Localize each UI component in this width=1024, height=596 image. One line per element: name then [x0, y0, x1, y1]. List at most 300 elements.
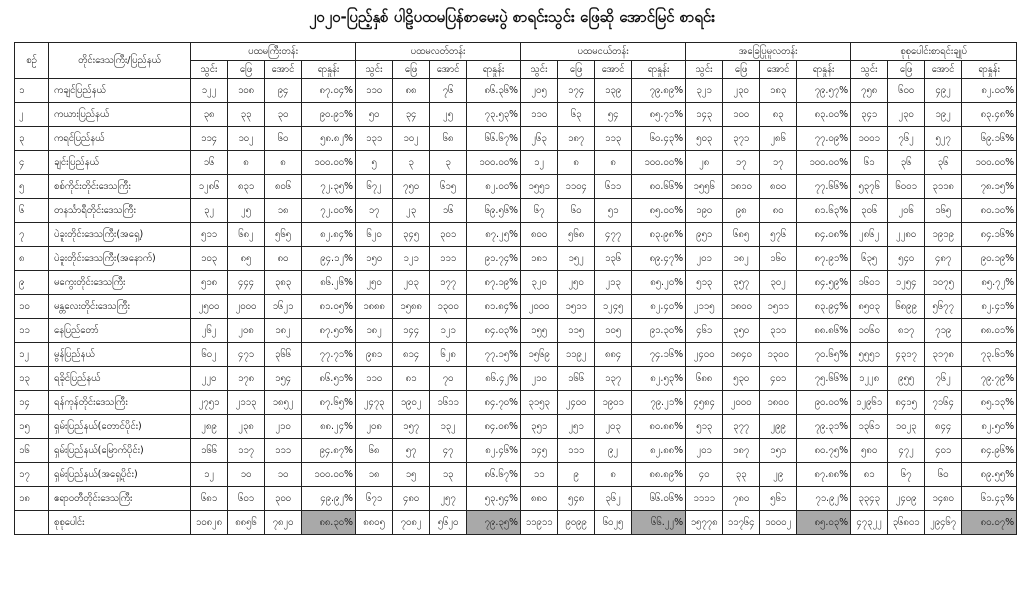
count-cell: ၁၁၉၂: [558, 343, 595, 367]
count-cell: ၂၆၂: [191, 319, 228, 343]
count-cell: ၅၃၇၆: [851, 175, 888, 199]
count-cell: ၁၅၄: [265, 367, 302, 391]
count-cell: ၈၀၀: [760, 175, 797, 199]
count-cell: ၃၄၅: [393, 223, 430, 247]
group-header: ပထမကြီးတန်း: [191, 43, 356, 61]
count-cell: ၅၂၇: [925, 127, 962, 151]
table-row: [15, 343, 1017, 367]
count-cell: ၂၇၅၁: [191, 391, 228, 415]
sub-header: ရာနှုန်း: [632, 61, 686, 79]
count-cell: ၁၅၁၁: [760, 295, 797, 319]
table-row: [15, 367, 1017, 391]
row-number: ၂: [15, 103, 49, 127]
count-cell: ၈၀၀: [521, 223, 558, 247]
region-name: ရန်ကုန်တိုင်းဒေသကြီး: [49, 391, 191, 415]
pass-rate-cell: ၈၄.၀၈%: [797, 223, 851, 247]
total-count-cell: ၈၈၀၅: [356, 511, 393, 535]
total-count-cell: ၆၀၂၅: [595, 511, 632, 535]
count-cell: ၁၀၅: [595, 319, 632, 343]
count-cell: ၁၁၁: [558, 439, 595, 463]
pass-rate-cell: ၉၀.၉၁%: [302, 103, 356, 127]
pass-rate-cell: ၈၆.၃၆%: [467, 79, 521, 103]
total-count-cell: ၇၈၂၀: [265, 511, 302, 535]
count-cell: ၈၃: [760, 103, 797, 127]
count-cell: ၂၀၅: [521, 79, 558, 103]
pass-rate-cell: ၆၀.၄၃%: [632, 127, 686, 151]
count-cell: ၁၈၈၈: [356, 295, 393, 319]
count-cell: ၂၁၀: [521, 367, 558, 391]
pass-rate-cell: ၈၁.၆၃%: [797, 199, 851, 223]
pass-rate-cell: ၈၆.၆၇%: [467, 463, 521, 487]
pass-rate-cell: ၇၂.၀၀%: [302, 199, 356, 223]
total-count-cell: ၃၆၈၀၁: [888, 511, 925, 535]
count-cell: ၁၃၆: [595, 247, 632, 271]
pass-rate-cell: ၈၄.၉၆%: [962, 439, 1017, 463]
table-row: [15, 487, 1017, 511]
count-cell: ၈၅: [228, 247, 265, 271]
count-cell: ၃: [430, 151, 467, 175]
count-cell: ၉: [558, 463, 595, 487]
count-cell: ၆၁: [851, 151, 888, 175]
pass-rate-cell: ၈၇.၉၁%: [797, 247, 851, 271]
count-cell: ၁၅: [393, 463, 430, 487]
count-cell: ၅၇: [393, 439, 430, 463]
count-cell: ၁၅၅၆: [686, 175, 723, 199]
count-cell: ၃၂၁: [686, 79, 723, 103]
count-cell: ၁၈၂: [265, 319, 302, 343]
pass-rate-cell: ၇၉.၃၁%: [797, 415, 851, 439]
count-cell: ၁၆: [430, 199, 467, 223]
region-name: မန္တလေးတိုင်းဒေသကြီး: [49, 295, 191, 319]
pass-rate-cell: ၈၇.၆၅%: [302, 391, 356, 415]
pass-rate-cell: ၈၁.၀၅%: [302, 295, 356, 319]
count-cell: ၆၈: [430, 127, 467, 151]
region-name: စစ်ကိုင်းတိုင်းဒေသကြီး: [49, 175, 191, 199]
count-cell: ၅၁၈: [191, 271, 228, 295]
sub-header: ဖြေ: [393, 61, 430, 79]
table-row: [15, 199, 1017, 223]
pass-rate-cell: ၇၇.၀၉%: [797, 127, 851, 151]
count-cell: ၉၈၁: [356, 343, 393, 367]
pass-rate-cell: ၈၈.၂၄%: [302, 415, 356, 439]
table-row: [15, 391, 1017, 415]
count-cell: ၇၆: [430, 79, 467, 103]
count-cell: ၁၇၇: [430, 271, 467, 295]
count-cell: ၁၅၅၁: [521, 175, 558, 199]
pass-rate-cell: ၇၃.၆၁%: [962, 343, 1017, 367]
count-cell: ၅၆၁: [760, 487, 797, 511]
count-cell: ၁၈၀၀: [723, 295, 760, 319]
count-cell: ၉၅၁: [686, 223, 723, 247]
count-cell: ၃၀: [265, 103, 302, 127]
count-cell: ၃၄၁: [851, 103, 888, 127]
count-cell: ၂၃: [393, 199, 430, 223]
pass-rate-cell: ၇၁.၉၂%: [797, 487, 851, 511]
count-cell: ၈: [558, 151, 595, 175]
count-cell: ၈၈၀: [521, 487, 558, 511]
count-cell: ၂၈၆၂: [851, 223, 888, 247]
table-row: [15, 295, 1017, 319]
count-cell: ၂၀၀၀: [723, 391, 760, 415]
count-cell: ၁၅၀: [356, 247, 393, 271]
pass-rate-cell: ၈၂.၈၈%: [632, 439, 686, 463]
pass-rate-cell: ၈၁.၈၄%: [467, 295, 521, 319]
count-cell: ၁၆၂၁: [265, 295, 302, 319]
pass-rate-cell: ၇၉.၈၉%: [632, 79, 686, 103]
count-cell: ၂၉၉: [760, 415, 797, 439]
count-cell: ၅: [356, 151, 393, 175]
pass-rate-cell: ၉၁.၃၀%: [632, 319, 686, 343]
count-cell: ၄၄၄: [228, 271, 265, 295]
pass-rate-cell: ၈၅.၂၀%: [632, 271, 686, 295]
count-cell: ၆၀၀: [888, 79, 925, 103]
count-cell: ၉၅၅: [888, 367, 925, 391]
row-number: ၁၅: [15, 415, 49, 439]
pass-rate-cell: ၈၆.၅၁%: [302, 367, 356, 391]
count-cell: ၁၄၅: [521, 439, 558, 463]
count-cell: ၁၈၀၀: [760, 391, 797, 415]
count-cell: ၇၆၂: [925, 367, 962, 391]
row-number: [15, 511, 49, 535]
count-cell: ၁၁၀: [356, 367, 393, 391]
count-cell: ၅၃၀: [723, 367, 760, 391]
count-cell: ၄၇၁: [228, 343, 265, 367]
count-cell: ၅၄၈: [558, 487, 595, 511]
pass-rate-cell: ၁၀၀.၀၀%: [962, 151, 1017, 175]
sub-header: ရာနှုန်း: [797, 61, 851, 79]
count-cell: ၁၁၃: [595, 127, 632, 151]
pass-rate-cell: ၈၇.၈၈%: [797, 463, 851, 487]
region-name: ကချင်ပြည်နယ်: [49, 79, 191, 103]
total-count-cell: ၁၅၇၇၈: [686, 511, 723, 535]
pass-rate-cell: ၇၈.၁၅%: [962, 175, 1017, 199]
pass-rate-cell: ၆၆.၆၇%: [467, 127, 521, 151]
count-cell: ၂၀၈: [356, 415, 393, 439]
count-cell: ၃၆၂: [595, 487, 632, 511]
count-cell: ၃၄: [393, 103, 430, 127]
count-cell: ၁၈: [265, 199, 302, 223]
count-cell: ၈: [595, 463, 632, 487]
total-row: [15, 511, 1017, 535]
count-cell: ၂၃၀: [888, 103, 925, 127]
sub-header: ဖြေ: [888, 61, 925, 79]
count-cell: ၁၁၁: [265, 439, 302, 463]
count-cell: ၂၈: [686, 151, 723, 175]
count-cell: ၄၆၁: [686, 319, 723, 343]
count-cell: ၁၁၄: [191, 127, 228, 151]
col-no-header: စဉ်: [15, 43, 49, 79]
count-cell: ၅၄: [595, 103, 632, 127]
count-cell: ၁၈၁၀: [723, 175, 760, 199]
pass-rate-cell: ၈၄.၀၈%: [467, 415, 521, 439]
sub-header: ဖြေ: [558, 61, 595, 79]
count-cell: ၆၈၅: [723, 223, 760, 247]
pass-rate-cell: ၈၉.၅၅%: [962, 463, 1017, 487]
pass-rate-cell: ၈၈.၈၉%: [632, 463, 686, 487]
pass-rate-cell: ၇၉.၂၁%: [632, 391, 686, 415]
count-cell: ၃၈: [191, 103, 228, 127]
total-count-cell: ၁၁၇၆၄: [723, 511, 760, 535]
sub-header: အောင်: [760, 61, 797, 79]
count-cell: ၆၇၁: [356, 487, 393, 511]
count-cell: ၈၈: [393, 79, 430, 103]
sub-header: ဖြေ: [723, 61, 760, 79]
count-cell: ၁၆၅: [925, 199, 962, 223]
count-cell: ၆၈၁: [191, 487, 228, 511]
count-cell: ၃၇၇: [723, 415, 760, 439]
pass-rate-cell: ၈၄.၇၀%: [467, 391, 521, 415]
sub-header: အောင်: [430, 61, 467, 79]
pass-rate-cell: ၈၂.၅၃%: [632, 367, 686, 391]
sub-header: သွင်း: [851, 61, 888, 79]
count-cell: ၂၄၀၀: [686, 343, 723, 367]
count-cell: ၁၄၄: [393, 319, 430, 343]
count-cell: ၈: [228, 151, 265, 175]
pass-rate-cell: ၄၉.၉၂%: [302, 487, 356, 511]
count-cell: ၂၉: [760, 463, 797, 487]
count-cell: ၂၄၀၀: [558, 391, 595, 415]
region-name: ရှမ်းပြည်နယ်(မြောက်ပိုင်း): [49, 439, 191, 463]
table-row: [15, 319, 1017, 343]
count-cell: ၆၇: [888, 463, 925, 487]
count-cell: ၃၇၁: [723, 127, 760, 151]
total-count-cell: ၁၀၀၀၂: [760, 511, 797, 535]
count-cell: ၅၀: [356, 103, 393, 127]
count-cell: ၁၆၆: [558, 367, 595, 391]
region-name: မကွေးတိုင်းဒေသကြီး: [49, 271, 191, 295]
total-count-cell: ၈၈၅၆: [228, 511, 265, 535]
count-cell: ၂၃၀: [723, 79, 760, 103]
document-title: ၂၀၂၀-ပြည့်နှစ် ပါဠိပထမပြန်စာမေးပွဲ စာရင်းသွင်း ဖြေဆို အောင်မြင် စာရင်း: [308, 8, 716, 26]
pass-rate-cell: ၈၂.၈၄%: [302, 223, 356, 247]
count-cell: ၂၀၀၀: [228, 295, 265, 319]
count-cell: ၁၂: [191, 463, 228, 487]
count-cell: ၂၁၃: [595, 271, 632, 295]
count-cell: ၆၀၀၁: [888, 175, 925, 199]
count-cell: ၂၅၇: [430, 487, 467, 511]
count-cell: ၁၁၅: [558, 319, 595, 343]
group-header: အခြေပြုမူလတန်း: [686, 43, 851, 61]
pass-rate-cell: ၉၄.၁၂%: [302, 247, 356, 271]
count-cell: ၁၅၈၈: [393, 295, 430, 319]
count-cell: ၃၀၀: [265, 487, 302, 511]
count-cell: ၁၅၇: [393, 415, 430, 439]
region-name: မွန်ပြည်နယ်: [49, 343, 191, 367]
table-row: [15, 175, 1017, 199]
pass-rate-cell: ၇၅.၆၆%: [797, 367, 851, 391]
pass-rate-cell: ၈၃.၄၈%: [962, 103, 1017, 127]
count-cell: ၂၀၃: [595, 415, 632, 439]
row-number: ၁၃: [15, 367, 49, 391]
pass-rate-cell: ၈၂.၅၀%: [962, 415, 1017, 439]
pass-rate-cell: ၉၀.၀၀%: [797, 391, 851, 415]
count-cell: ၃၈၃: [265, 271, 302, 295]
count-cell: ၆၁၅: [430, 175, 467, 199]
table-row: [15, 463, 1017, 487]
count-cell: ၁၅၁၁: [558, 295, 595, 319]
count-cell: ၆၀: [558, 199, 595, 223]
count-cell: ၁၃၁: [356, 127, 393, 151]
count-cell: ၈၁: [393, 367, 430, 391]
count-cell: ၈၄၁၅: [888, 391, 925, 415]
count-cell: ၈၀၆: [265, 175, 302, 199]
region-name: ရှမ်းပြည်နယ်(တောင်ပိုင်း): [49, 415, 191, 439]
row-number: ၅: [15, 175, 49, 199]
count-cell: ၂၀၃: [393, 271, 430, 295]
group-header: စုစုပေါင်းစာရင်းချုပ်: [851, 43, 1017, 61]
count-cell: ၁၁၀၄: [558, 175, 595, 199]
count-cell: ၃၁၁၈: [925, 175, 962, 199]
count-cell: ၁၉၂: [925, 103, 962, 127]
row-number: ၈: [15, 247, 49, 271]
pass-rate-cell: ၈၆.၂၆%: [302, 271, 356, 295]
count-cell: ၁၁၁: [430, 247, 467, 271]
count-cell: ၁၁၇: [228, 439, 265, 463]
count-cell: ၅၀၃: [686, 127, 723, 151]
count-cell: ၄၇: [430, 439, 467, 463]
row-number: ၁၆: [15, 439, 49, 463]
total-count-cell: ၄၇၃၂၂: [851, 511, 888, 535]
count-cell: ၂၁၀: [265, 415, 302, 439]
count-cell: ၇၁၉: [925, 319, 962, 343]
count-cell: ၈: [265, 151, 302, 175]
count-cell: ၃၀၆: [851, 199, 888, 223]
pass-rate-cell: ၆၉.၁၆%: [962, 127, 1017, 151]
count-cell: ၆၀၁: [228, 487, 265, 511]
count-cell: ၁၈၂: [723, 247, 760, 271]
count-cell: ၄၅၈၄: [686, 391, 723, 415]
count-cell: ၈၈၄: [595, 343, 632, 367]
count-cell: ၆၈၈: [686, 367, 723, 391]
count-cell: ၁၃၂: [430, 415, 467, 439]
total-pass-rate-cell: ၆၆.၂၂%: [632, 511, 686, 535]
row-number: ၄: [15, 151, 49, 175]
count-cell: ၃၅၁: [521, 415, 558, 439]
count-cell: ၁၀၂၃: [888, 415, 925, 439]
count-cell: ၅၆၈: [558, 223, 595, 247]
count-cell: ၅၆၇၇: [925, 295, 962, 319]
pass-rate-cell: ၈၈.၀၁%: [962, 319, 1017, 343]
count-cell: ၇၀: [430, 367, 467, 391]
pass-rate-cell: ၈၃.၉၈%: [632, 223, 686, 247]
pass-rate-cell: ၉၀.၁၉%: [962, 247, 1017, 271]
count-cell: ၁၂၂၈: [851, 367, 888, 391]
count-cell: ၄၀: [686, 463, 723, 487]
count-cell: ၁၀၆၀: [851, 319, 888, 343]
pass-rate-cell: ၈၂.၀၀%: [467, 175, 521, 199]
count-cell: ၁၇: [356, 199, 393, 223]
pass-rate-cell: ၈၂.၀၀%: [962, 79, 1017, 103]
count-cell: ၃၆၆: [265, 343, 302, 367]
pass-rate-cell: ၁၀၀.၀၀%: [302, 151, 356, 175]
count-cell: ၆၀: [265, 127, 302, 151]
total-count-cell: ၅၆၂၀: [430, 511, 467, 535]
count-cell: ၈၅၀၃: [851, 295, 888, 319]
row-number: ၇: [15, 223, 49, 247]
count-cell: ၂၄၀၉: [888, 487, 925, 511]
region-name: တနင်္သာရီတိုင်းဒေသကြီး: [49, 199, 191, 223]
count-cell: ၂၁၁၃: [228, 391, 265, 415]
region-name: နေပြည်တော်: [49, 319, 191, 343]
table-row: [15, 439, 1017, 463]
sub-header: သွင်း: [191, 61, 228, 79]
count-cell: ၆၈: [356, 439, 393, 463]
count-cell: ၁၆၀၁: [851, 271, 888, 295]
region-name: ချင်းပြည်နယ်: [49, 151, 191, 175]
table-row: [15, 223, 1017, 247]
count-cell: ၈၁၇: [888, 319, 925, 343]
sub-header: သွင်း: [356, 61, 393, 79]
count-cell: ၄၈၀: [393, 487, 430, 511]
count-cell: ၁၄၃: [686, 103, 723, 127]
region-name: ပဲခူးတိုင်းဒေသကြီး(အနောက်): [49, 247, 191, 271]
count-cell: ၆၇၂: [356, 175, 393, 199]
pass-rate-cell: ၈၅.၀၀%: [632, 199, 686, 223]
pass-rate-cell: ၈၅.၇၂%: [962, 271, 1017, 295]
region-name: ရခိုင်ပြည်နယ်: [49, 367, 191, 391]
pass-rate-cell: ၈၂.၄၁%: [962, 295, 1017, 319]
col-region-header: တိုင်းဒေသကြီး/ပြည်နယ်: [49, 43, 191, 79]
sub-header: အောင်: [925, 61, 962, 79]
count-cell: ၂၅၁: [558, 415, 595, 439]
count-cell: ၆၈၉၉: [888, 295, 925, 319]
count-cell: ၉၂: [595, 439, 632, 463]
pass-rate-cell: ၆၉.၅၆%: [467, 199, 521, 223]
total-count-cell: ၁၁၉၁၁: [521, 511, 558, 535]
count-cell: ၁၀၂: [228, 127, 265, 151]
pass-rate-cell: ၈၄.၁၆%: [962, 223, 1017, 247]
count-cell: ၁၃: [430, 463, 467, 487]
count-cell: ၇၅၈: [851, 79, 888, 103]
count-cell: ၂၂၀: [191, 367, 228, 391]
region-name: ကယားပြည်နယ်: [49, 103, 191, 127]
region-name: ပဲခူးတိုင်းဒေသကြီး(အရှေ့): [49, 223, 191, 247]
count-cell: ၁၃၉: [595, 79, 632, 103]
count-cell: ၁၅၂: [558, 247, 595, 271]
count-cell: ၁၅၅: [521, 319, 558, 343]
count-cell: ၁၀၃: [191, 247, 228, 271]
count-cell: ၄၇၇: [595, 223, 632, 247]
count-cell: ၉၈: [723, 199, 760, 223]
table-row: [15, 247, 1017, 271]
table-row: [15, 415, 1017, 439]
pass-rate-cell: ၈၃.၉၄%: [797, 295, 851, 319]
count-cell: ၂၅: [228, 199, 265, 223]
table-row: [15, 127, 1017, 151]
total-pass-rate-cell: ၈၅.၀၃%: [797, 511, 851, 535]
count-cell: ၂၅၀: [356, 271, 393, 295]
count-cell: ၈၀: [265, 247, 302, 271]
count-cell: ၁၈၄၀: [723, 343, 760, 367]
count-cell: ၁၂၄၅: [595, 295, 632, 319]
count-cell: ၆၂၈: [430, 343, 467, 367]
group-header-row: [15, 43, 1017, 61]
row-number: ၉: [15, 271, 49, 295]
pass-rate-cell: ၉၁.၇၄%: [467, 247, 521, 271]
count-cell: ၂၀၆: [888, 199, 925, 223]
count-cell: ၃၅၇: [723, 271, 760, 295]
pass-rate-cell: ၈၂.၄၆%: [467, 439, 521, 463]
count-cell: ၁၂၁: [430, 319, 467, 343]
row-number: ၃: [15, 127, 49, 151]
count-cell: ၁၀၂: [393, 127, 430, 151]
row-number: ၁၇: [15, 463, 49, 487]
count-cell: ၂၅၀: [558, 271, 595, 295]
count-cell: ၂၀၁: [686, 247, 723, 271]
count-cell: ၁၃၀၀: [760, 343, 797, 367]
count-cell: ၂၈၆: [760, 127, 797, 151]
count-cell: ၁၈၇: [723, 439, 760, 463]
